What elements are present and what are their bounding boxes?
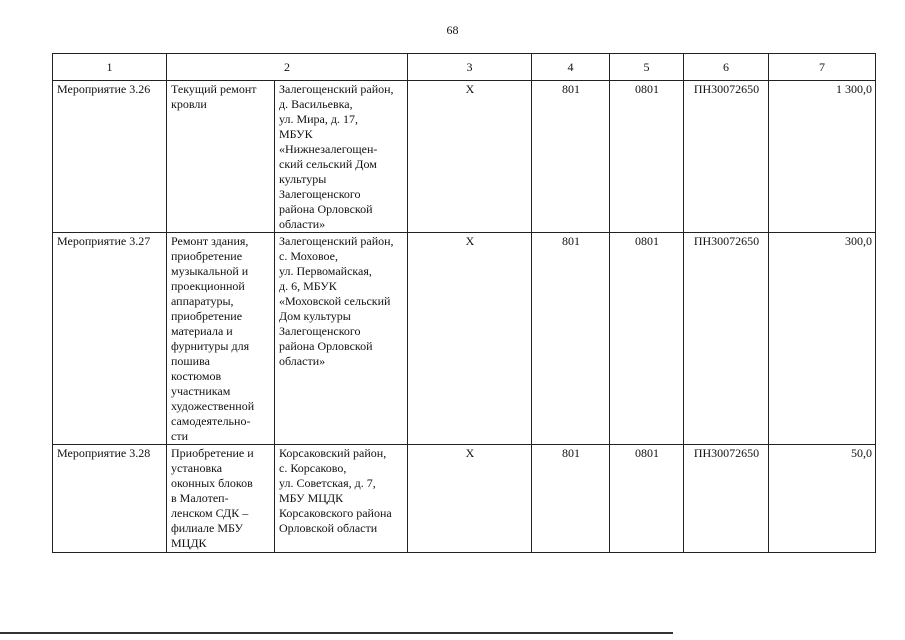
location-cell-line: области»	[279, 217, 326, 231]
location-cell-line: «Нижнезалегощен-	[279, 142, 378, 156]
work-description-cell-line: участникам	[171, 384, 231, 398]
col5-cell	[610, 81, 684, 233]
location-cell	[275, 81, 408, 233]
location-cell	[275, 445, 408, 553]
work-description-cell-line: фурнитуры для	[171, 339, 250, 353]
work-description-cell-line: приобретение	[171, 249, 243, 263]
event-cell-text: Мероприятие 3.26	[57, 82, 151, 96]
col6-cell	[684, 81, 769, 233]
col3-cell	[408, 81, 532, 233]
location-cell-line: ский сельский Дом	[279, 157, 377, 171]
header-col-4: 4	[532, 54, 610, 81]
work-description-cell-line: оконных блоков	[171, 476, 253, 490]
location-cell-line: культуры	[279, 172, 327, 186]
amount-cell	[769, 233, 876, 445]
location-cell-line: области»	[279, 354, 326, 368]
location-cell-line: Залегощенский район,	[279, 82, 394, 96]
col6-cell	[684, 445, 769, 553]
event-cell	[53, 233, 167, 445]
header-col-1: 1	[53, 54, 167, 81]
work-description-cell-line: материала и	[171, 324, 233, 338]
location-cell-line: Дом культуры	[279, 309, 351, 323]
amount-cell-text: 1 300,0	[836, 82, 872, 96]
col6-cell-text: ПН30072650	[693, 234, 760, 248]
location-cell-line: Корсаковского района	[279, 506, 392, 520]
work-description-cell-line: установка	[171, 461, 223, 475]
table-row	[53, 81, 876, 233]
work-description-cell-line: костюмов	[171, 369, 222, 383]
location-cell	[275, 233, 408, 445]
header-col-2: 2	[167, 54, 408, 81]
work-description-cell-line: Приобретение и	[171, 446, 254, 460]
work-description-cell-line: филиале МБУ	[171, 521, 243, 535]
location-cell-line: ул. Первомайская,	[279, 264, 372, 278]
location-cell-line: Залегощенский район,	[279, 234, 394, 248]
col5-cell-text: 0801	[635, 446, 659, 460]
col4-cell-text: 801	[562, 446, 580, 460]
amount-cell	[769, 81, 876, 233]
col5-cell-text: 0801	[635, 82, 659, 96]
work-description-cell-line: Текущий ремонт	[171, 82, 257, 96]
work-description-cell-line: в Малотеп-	[171, 491, 229, 505]
amount-cell	[769, 445, 876, 553]
location-cell-line: д. Васильевка,	[279, 97, 353, 111]
bottom-rule	[0, 632, 673, 634]
work-description-cell	[167, 233, 275, 445]
col3-cell-text: Х	[465, 446, 475, 460]
col4-cell-text: 801	[562, 82, 580, 96]
location-cell-line: Залегощенского	[279, 324, 361, 338]
location-cell-line: с. Моховое,	[279, 249, 338, 263]
location-cell-line: с. Корсаково,	[279, 461, 347, 475]
event-cell	[53, 81, 167, 233]
col4-cell	[532, 445, 610, 553]
col4-cell	[532, 81, 610, 233]
location-cell-line: МБУК	[279, 127, 313, 141]
work-description-cell-line: ленском СДК –	[171, 506, 249, 520]
location-cell-line: ул. Мира, д. 17,	[279, 112, 358, 126]
table-row	[53, 233, 876, 445]
work-description-cell	[167, 81, 275, 233]
col4-cell	[532, 233, 610, 445]
col5-cell	[610, 445, 684, 553]
header-col-7: 7	[769, 54, 876, 81]
work-description-cell-line: самодеятельно-	[171, 414, 251, 428]
col4-cell-text: 801	[562, 234, 580, 248]
work-description-cell-line: художественной	[171, 399, 255, 413]
location-cell-line: ул. Советская, д. 7,	[279, 476, 376, 490]
col5-cell-text: 0801	[635, 234, 659, 248]
location-cell-line: Залегощенского	[279, 187, 361, 201]
budget-table	[52, 53, 876, 553]
page-number: 68	[446, 23, 459, 37]
work-description-cell-line: приобретение	[171, 309, 243, 323]
table-row	[53, 445, 876, 553]
col3-cell	[408, 445, 532, 553]
col6-cell	[684, 233, 769, 445]
work-description-cell	[167, 445, 275, 553]
work-description-cell-line: Ремонт здания,	[171, 234, 249, 248]
location-cell-line: «Моховской сельский	[279, 294, 391, 308]
header-col-3: 3	[408, 54, 532, 81]
col3-cell-text: Х	[465, 234, 475, 248]
col3-cell	[408, 233, 532, 445]
event-cell	[53, 445, 167, 553]
col6-cell-text: ПН30072650	[693, 446, 760, 460]
table-header-row	[53, 54, 876, 81]
work-description-cell-line: аппаратуры,	[171, 294, 234, 308]
work-description-cell-line: сти	[171, 429, 188, 443]
work-description-cell-line: кровли	[171, 97, 207, 111]
location-cell-line: района Орловской	[279, 339, 373, 353]
event-cell-text: Мероприятие 3.28	[57, 446, 151, 460]
col6-cell-text: ПН30072650	[693, 82, 760, 96]
amount-cell-text: 50,0	[851, 446, 872, 460]
work-description-cell-line: МЦДК	[171, 536, 207, 550]
location-cell-line: МБУ МЦДК	[279, 491, 344, 505]
header-col-5: 5	[610, 54, 684, 81]
work-description-cell-line: музыкальной и	[171, 264, 249, 278]
location-cell-line: д. 6, МБУК	[279, 279, 337, 293]
col3-cell-text: Х	[465, 82, 475, 96]
col5-cell	[610, 233, 684, 445]
location-cell-line: района Орловской	[279, 202, 373, 216]
work-description-cell-line: проекционной	[171, 279, 245, 293]
location-cell-line: Корсаковский район,	[279, 446, 387, 460]
work-description-cell-line: пошива	[171, 354, 210, 368]
amount-cell-text: 300,0	[845, 234, 872, 248]
event-cell-text: Мероприятие 3.27	[57, 234, 151, 248]
header-col-6: 6	[684, 54, 769, 81]
location-cell-line: Орловской области	[279, 521, 378, 535]
